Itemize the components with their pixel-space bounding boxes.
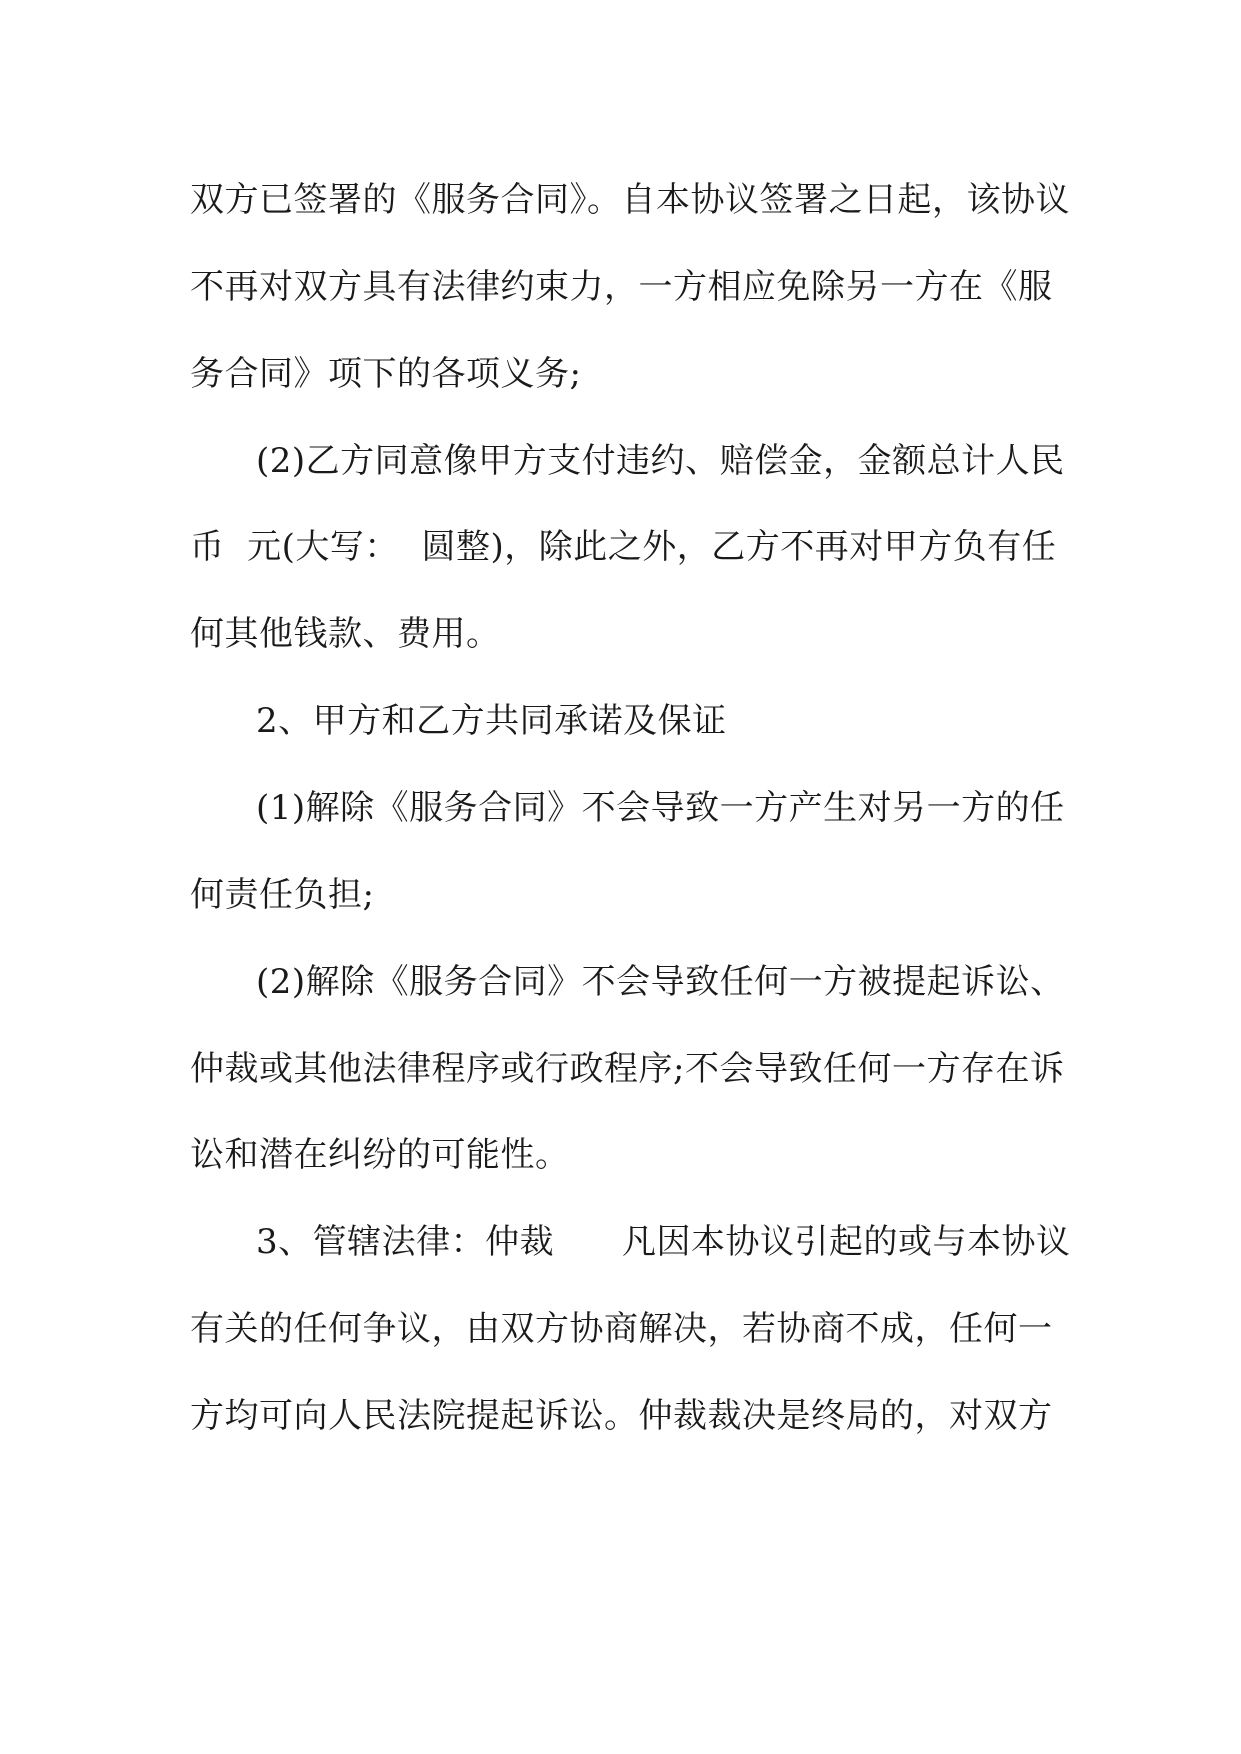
paragraph-line: (1)解除《服务合同》不会导致一方产生对另一方的任 — [256, 788, 1065, 828]
paragraph-line: (2)乙方同意像甲方支付违约、赔偿金，金额总计人民 — [256, 441, 1065, 481]
paragraph-line: 不再对双方具有法律约束力，一方相应免除另一方在《服 — [190, 267, 1053, 307]
paragraph-line: 双方已签署的《服务合同》。自本协议签署之日起，该协议 — [190, 180, 1070, 220]
paragraph-line: 方均可向人民法院提起诉讼。仲裁裁决是终局的，对双方 — [190, 1396, 1053, 1436]
paragraph-line: 仲裁或其他法律程序或行政程序;不会导致任何一方存在诉 — [190, 1049, 1065, 1089]
paragraph-line: 有关的任何争议，由双方协商解决，若协商不成，任何一 — [190, 1309, 1053, 1349]
paragraph-line: (2)解除《服务合同》不会导致任何一方被提起诉讼、 — [256, 962, 1065, 1002]
paragraph-line: 何其他钱款、费用。 — [190, 614, 501, 654]
paragraph-line: 讼和潜在纠纷的可能性。 — [190, 1135, 570, 1175]
section-heading: 3、管辖法律：仲裁 凡因本协议引起的或与本协议 — [256, 1222, 1071, 1262]
paragraph-line: 务合同》项下的各项义务; — [190, 354, 582, 394]
section-heading: 2、甲方和乙方共同承诺及保证 — [256, 701, 727, 741]
paragraph-line: 何责任负担; — [190, 875, 375, 915]
paragraph-line: 币 元(大写： 圆整)，除此之外，乙方不再对甲方负有任 — [190, 527, 1057, 567]
